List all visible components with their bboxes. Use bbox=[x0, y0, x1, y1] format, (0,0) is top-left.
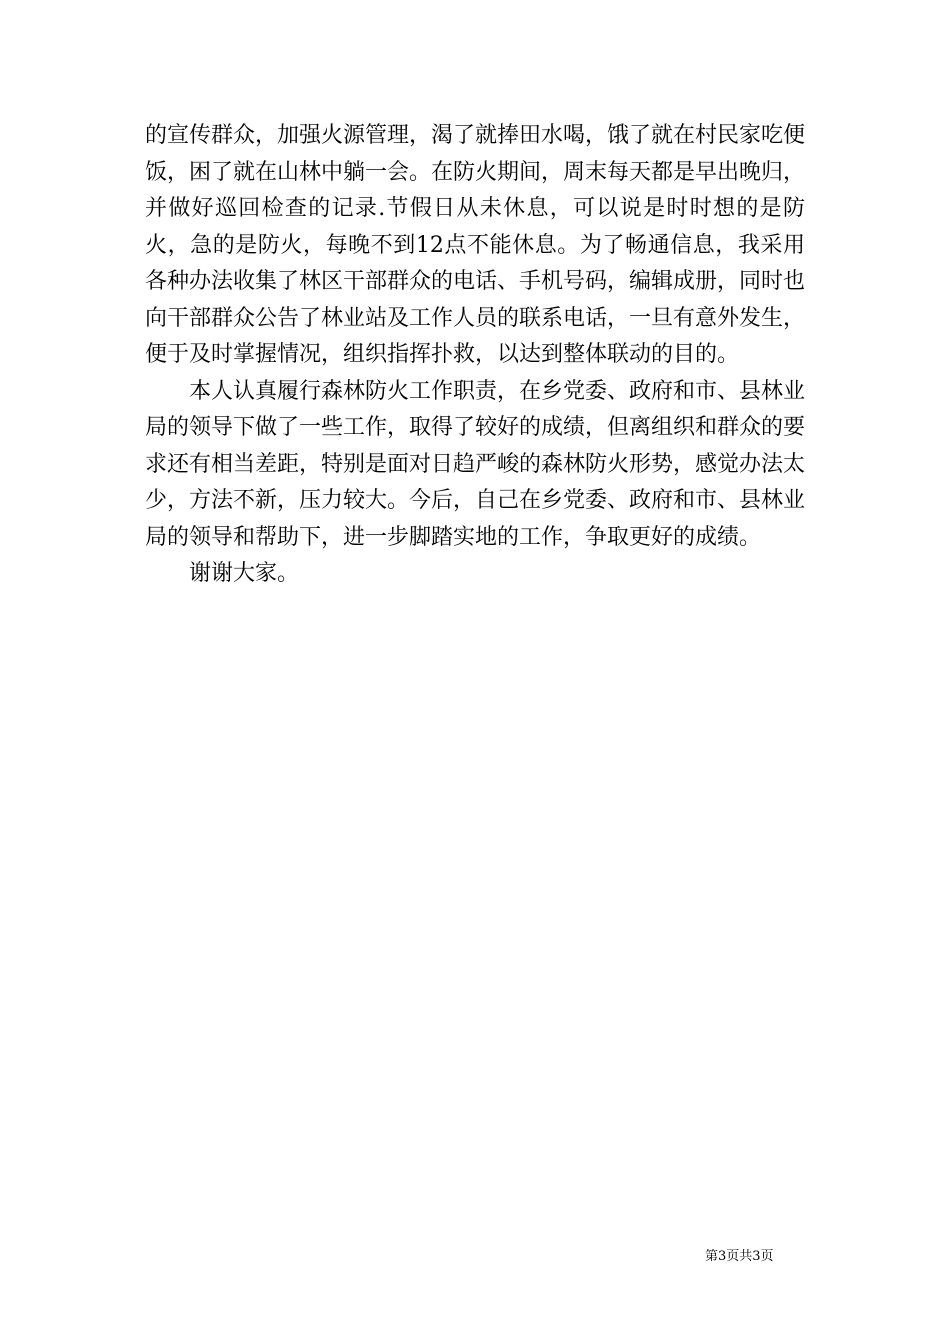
page-number-footer: 第3页共3页 bbox=[705, 1249, 774, 1264]
document-body bbox=[145, 118, 805, 593]
paragraph-summary: 本人认真履行森林防火工作职责，在乡党委、政府和市、县林业局的领导下做了一些工作，取得了较好的成绩，但离组织和群众的要求还有相当差距，特别是面对日趋严峻的森林防火形势，感觉办法太少，方法不新，压力较大。今后，自己在乡党委、政府和市、县林业局的领导和帮助下，进一步脚踏实地的工作，争取更好的成绩。 bbox=[145, 378, 806, 550]
paragraph-continued: 的宣传群众，加强火源管理，渴了就捧田水喝，饿了就在村民家吃便饭，困了就在山林中躺一会。在防火期间，周末每天都是早出晚归，并做好巡回检查的记录.节假日从未休息，可以说是时时想的是防火，急的是防火，每晚不到12点不能休息。为了畅通信息，我采用各种办法收集了林区干部群众的电话、手机号码，编辑成册，同时也向干部群众公告了林业站及工作人员的联系电话，一旦有意外发生，便于及时掌握情况，组织指挥扑救，以达到整体联动的目的。 bbox=[145, 123, 806, 367]
paragraph-closing: 谢谢大家。 bbox=[189, 561, 300, 586]
